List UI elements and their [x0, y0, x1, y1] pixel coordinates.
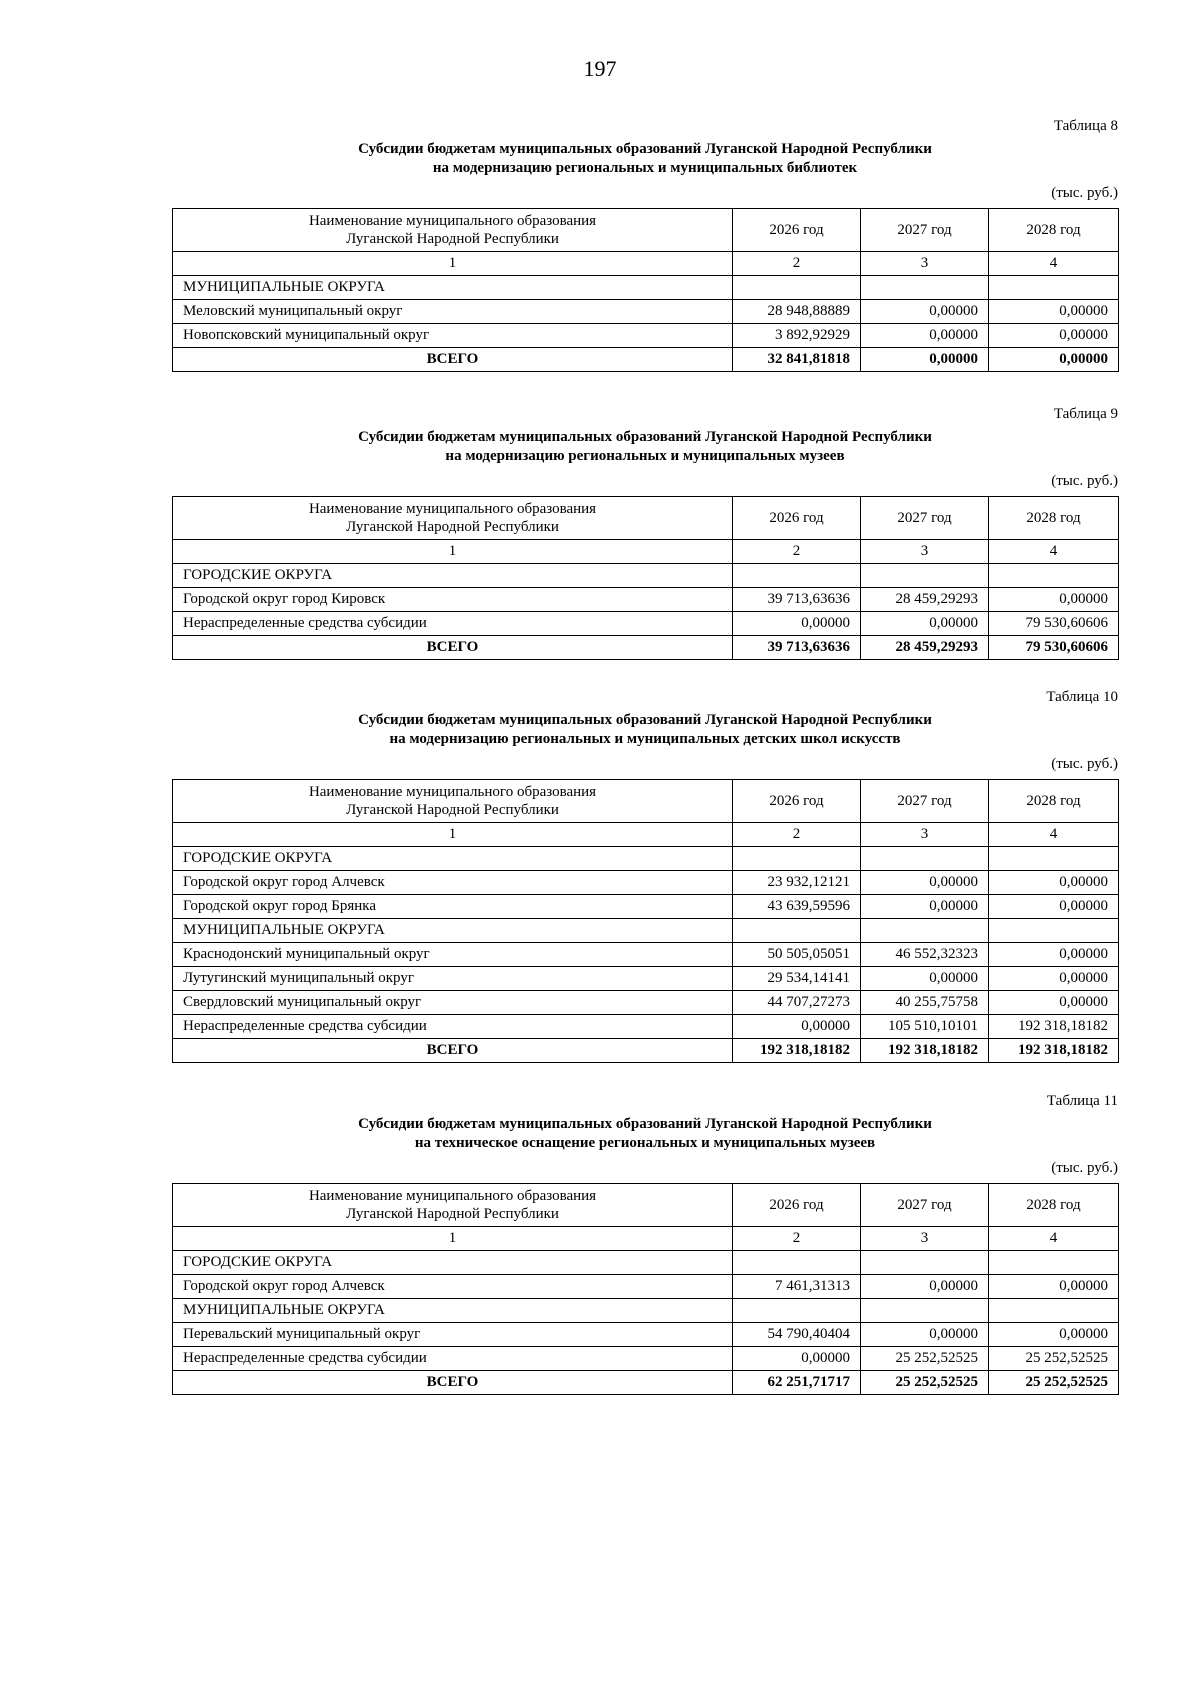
table-row — [173, 276, 1119, 300]
row-value: 0,00000 — [989, 300, 1119, 324]
table-row — [173, 1299, 1119, 1323]
column-index: 1 — [173, 540, 733, 564]
row-name: Нераспределенные средства субсидии — [173, 1347, 733, 1371]
total-label: ВСЕГО — [173, 1371, 733, 1395]
index-row — [173, 823, 1119, 847]
row-value: 7 461,31313 — [733, 1275, 861, 1299]
total-value: 62 251,71717 — [733, 1371, 861, 1395]
table-row — [173, 564, 1119, 588]
row-value — [989, 276, 1119, 300]
row-name: МУНИЦИПАЛЬНЫЕ ОКРУГА — [173, 276, 733, 300]
row-value: 0,00000 — [861, 324, 989, 348]
table-row — [173, 871, 1119, 895]
row-value: 50 505,05051 — [733, 943, 861, 967]
row-value — [989, 1299, 1119, 1323]
row-name: Перевальский муниципальный округ — [173, 1323, 733, 1347]
total-row — [173, 1371, 1119, 1395]
row-value — [733, 1299, 861, 1323]
row-name: Городской округ город Алчевск — [173, 1275, 733, 1299]
column-index: 4 — [989, 823, 1119, 847]
row-value: 0,00000 — [733, 1347, 861, 1371]
index-row — [173, 540, 1119, 564]
row-name: Городской округ город Брянка — [173, 895, 733, 919]
row-name: Краснодонский муниципальный округ — [173, 943, 733, 967]
table-title-line-2: на модернизацию региональных и муниципальных музеев — [445, 448, 845, 464]
column-index: 2 — [733, 823, 861, 847]
column-index: 1 — [173, 823, 733, 847]
total-value: 25 252,52525 — [861, 1371, 989, 1395]
row-name: ГОРОДСКИЕ ОКРУГА — [173, 1251, 733, 1275]
table-section-11 — [172, 1093, 1118, 1395]
header-name-line-2: Луганской Народной Республики — [346, 1206, 559, 1222]
total-row — [173, 1039, 1119, 1063]
header-name-line-2: Луганской Народной Республики — [346, 802, 559, 818]
row-value: 43 639,59596 — [733, 895, 861, 919]
row-value: 0,00000 — [989, 588, 1119, 612]
table-section-9 — [172, 406, 1118, 660]
row-value: 0,00000 — [989, 1323, 1119, 1347]
row-name: Свердловский муниципальный округ — [173, 991, 733, 1015]
column-index: 4 — [989, 540, 1119, 564]
header-row — [173, 1184, 1119, 1227]
row-name: Городской округ город Алчевск — [173, 871, 733, 895]
row-value: 23 932,12121 — [733, 871, 861, 895]
column-index: 3 — [861, 823, 989, 847]
table-row — [173, 1323, 1119, 1347]
row-value — [989, 564, 1119, 588]
total-value: 0,00000 — [989, 348, 1119, 372]
row-value: 46 552,32323 — [861, 943, 989, 967]
row-value — [861, 1251, 989, 1275]
row-value: 0,00000 — [861, 1323, 989, 1347]
column-index: 3 — [861, 540, 989, 564]
column-index: 1 — [173, 252, 733, 276]
table-row — [173, 847, 1119, 871]
table-title-line-1: Субсидии бюджетам муниципальных образований Луганской Народной Республики — [358, 1116, 932, 1132]
row-name: Нераспределенные средства субсидии — [173, 612, 733, 636]
row-value: 28 459,29293 — [861, 588, 989, 612]
table-title-line-1: Субсидии бюджетам муниципальных образований Луганской Народной Республики — [358, 429, 932, 445]
header-name-line-2: Луганской Народной Республики — [346, 231, 559, 247]
total-value: 79 530,60606 — [989, 636, 1119, 660]
table-row — [173, 324, 1119, 348]
header-name-line-1: Наименование муниципального образования — [308, 1188, 597, 1204]
row-value: 0,00000 — [861, 895, 989, 919]
header-y2026: 2026 год — [733, 1184, 861, 1227]
table-row — [173, 1347, 1119, 1371]
row-value: 0,00000 — [989, 895, 1119, 919]
table-number: Таблица 9 — [1053, 406, 1118, 422]
row-value: 105 510,10101 — [861, 1015, 989, 1039]
header-name-line-1: Наименование муниципального образования — [308, 784, 597, 800]
row-value: 54 790,40404 — [733, 1323, 861, 1347]
table-row — [173, 967, 1119, 991]
header-y2028: 2028 год — [989, 780, 1119, 823]
column-index: 2 — [733, 1227, 861, 1251]
total-label: ВСЕГО — [173, 636, 733, 660]
table-row — [173, 1015, 1119, 1039]
table-row — [173, 991, 1119, 1015]
header-y2027: 2027 год — [861, 780, 989, 823]
total-label: ВСЕГО — [173, 1039, 733, 1063]
table-title-line-1: Субсидии бюджетам муниципальных образований Луганской Народной Республики — [358, 712, 932, 728]
row-name: Меловский муниципальный округ — [173, 300, 733, 324]
column-index: 2 — [733, 540, 861, 564]
row-value — [989, 1251, 1119, 1275]
row-value: 29 534,14141 — [733, 967, 861, 991]
row-name: Новопсковский муниципальный округ — [173, 324, 733, 348]
row-name: Нераспределенные средства субсидии — [173, 1015, 733, 1039]
row-name: МУНИЦИПАЛЬНЫЕ ОКРУГА — [173, 1299, 733, 1323]
row-value — [861, 1299, 989, 1323]
table-row — [173, 612, 1119, 636]
subsidy-table — [172, 1183, 1119, 1395]
row-value: 0,00000 — [861, 967, 989, 991]
column-index: 3 — [861, 252, 989, 276]
index-row — [173, 1227, 1119, 1251]
row-name: ГОРОДСКИЕ ОКРУГА — [173, 847, 733, 871]
row-value — [861, 276, 989, 300]
header-y2028: 2028 год — [989, 1184, 1119, 1227]
table-section-10 — [172, 689, 1118, 1063]
row-value: 3 892,92929 — [733, 324, 861, 348]
row-value: 192 318,18182 — [989, 1015, 1119, 1039]
row-value — [861, 847, 989, 871]
table-number: Таблица 11 — [1046, 1093, 1118, 1109]
header-y2028: 2028 год — [989, 497, 1119, 540]
table-row — [173, 895, 1119, 919]
header-name-line-2: Луганской Народной Республики — [346, 519, 559, 535]
column-index: 4 — [989, 252, 1119, 276]
table-row — [173, 300, 1119, 324]
row-name: ГОРОДСКИЕ ОКРУГА — [173, 564, 733, 588]
total-value: 0,00000 — [861, 348, 989, 372]
table-row — [173, 588, 1119, 612]
row-name: МУНИЦИПАЛЬНЫЕ ОКРУГА — [173, 919, 733, 943]
row-value — [861, 919, 989, 943]
row-name: Лутугинский муниципальный округ — [173, 967, 733, 991]
header-row — [173, 497, 1119, 540]
unit-label: (тыс. руб.) — [1051, 1160, 1118, 1176]
table-title-line-2: на модернизацию региональных и муниципальных детских школ искусств — [389, 731, 901, 747]
row-value: 0,00000 — [989, 871, 1119, 895]
header-y2028: 2028 год — [989, 209, 1119, 252]
total-row — [173, 636, 1119, 660]
unit-label: (тыс. руб.) — [1051, 473, 1118, 489]
row-value: 40 255,75758 — [861, 991, 989, 1015]
column-index: 3 — [861, 1227, 989, 1251]
header-y2027: 2027 год — [861, 209, 989, 252]
index-row — [173, 252, 1119, 276]
header-municipality — [173, 1184, 733, 1227]
table-row — [173, 943, 1119, 967]
row-value: 0,00000 — [733, 1015, 861, 1039]
row-value: 79 530,60606 — [989, 612, 1119, 636]
row-value: 0,00000 — [989, 1275, 1119, 1299]
header-y2026: 2026 год — [733, 780, 861, 823]
header-y2027: 2027 год — [861, 497, 989, 540]
header-name-line-1: Наименование муниципального образования — [308, 213, 597, 229]
header-y2027: 2027 год — [861, 1184, 989, 1227]
row-value — [733, 1251, 861, 1275]
total-value: 192 318,18182 — [733, 1039, 861, 1063]
table-row — [173, 1275, 1119, 1299]
total-value: 25 252,52525 — [989, 1371, 1119, 1395]
table-number: Таблица 10 — [1046, 689, 1118, 705]
header-municipality — [173, 780, 733, 823]
row-value: 0,00000 — [989, 967, 1119, 991]
row-name: Городской округ город Кировск — [173, 588, 733, 612]
table-row — [173, 1251, 1119, 1275]
table-title-line-2: на модернизацию региональных и муниципальных библиотек — [432, 160, 858, 176]
table-number: Таблица 8 — [1053, 118, 1118, 134]
table-title-line-1: Субсидии бюджетам муниципальных образований Луганской Народной Республики — [358, 141, 932, 157]
row-value: 0,00000 — [989, 943, 1119, 967]
row-value: 0,00000 — [989, 324, 1119, 348]
header-y2026: 2026 год — [733, 209, 861, 252]
column-index: 4 — [989, 1227, 1119, 1251]
row-value: 0,00000 — [989, 991, 1119, 1015]
page-number: 197 — [583, 56, 617, 81]
table-row — [173, 919, 1119, 943]
header-municipality — [173, 209, 733, 252]
row-value: 25 252,52525 — [861, 1347, 989, 1371]
header-row — [173, 209, 1119, 252]
row-value: 44 707,27273 — [733, 991, 861, 1015]
total-row — [173, 348, 1119, 372]
header-y2026: 2026 год — [733, 497, 861, 540]
row-value: 0,00000 — [861, 1275, 989, 1299]
header-name-line-1: Наименование муниципального образования — [308, 501, 597, 517]
total-value: 192 318,18182 — [861, 1039, 989, 1063]
total-value: 39 713,63636 — [733, 636, 861, 660]
row-value: 25 252,52525 — [989, 1347, 1119, 1371]
row-value: 28 948,88889 — [733, 300, 861, 324]
row-value — [733, 276, 861, 300]
total-label: ВСЕГО — [173, 348, 733, 372]
unit-label: (тыс. руб.) — [1051, 756, 1118, 772]
row-value: 0,00000 — [861, 871, 989, 895]
table-title-line-2: на техническое оснащение региональных и муниципальных музеев — [414, 1135, 876, 1151]
total-value: 192 318,18182 — [989, 1039, 1119, 1063]
row-value — [733, 847, 861, 871]
row-value — [733, 564, 861, 588]
row-value: 0,00000 — [733, 612, 861, 636]
column-index: 2 — [733, 252, 861, 276]
row-value — [989, 919, 1119, 943]
row-value: 0,00000 — [861, 300, 989, 324]
row-value — [861, 564, 989, 588]
row-value — [989, 847, 1119, 871]
header-row — [173, 780, 1119, 823]
total-value: 28 459,29293 — [861, 636, 989, 660]
row-value — [733, 919, 861, 943]
table-section-8 — [172, 118, 1118, 372]
column-index: 1 — [173, 1227, 733, 1251]
subsidy-table — [172, 496, 1119, 660]
subsidy-table — [172, 208, 1119, 372]
subsidy-table — [172, 779, 1119, 1063]
unit-label: (тыс. руб.) — [1051, 185, 1118, 201]
total-value: 32 841,81818 — [733, 348, 861, 372]
header-municipality — [173, 497, 733, 540]
row-value: 0,00000 — [861, 612, 989, 636]
row-value: 39 713,63636 — [733, 588, 861, 612]
